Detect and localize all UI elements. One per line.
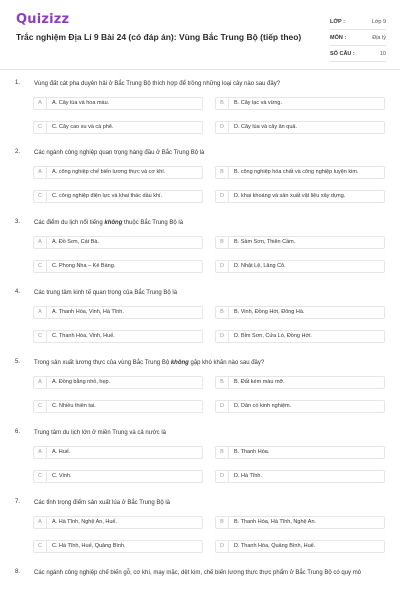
option-a[interactable]	[33, 166, 203, 179]
option-b[interactable]	[215, 516, 385, 529]
option-c[interactable]	[33, 260, 203, 273]
option-letter: A	[34, 98, 47, 109]
option-letter: C	[34, 122, 47, 133]
option-letter: C	[34, 261, 47, 272]
question-text: Trung tâm du lịch lớn ở miền Trung và cả nước là	[34, 430, 166, 436]
question-number: 2.	[15, 149, 21, 155]
option-text: A. Thanh Hóa, Vinh, Hà Tĩnh.	[52, 309, 124, 315]
option-a[interactable]	[33, 446, 203, 459]
option-letter: B	[216, 377, 229, 388]
option-text: B. Thanh Hóa, Hà Tĩnh, Nghệ An.	[234, 519, 317, 525]
option-d[interactable]	[215, 330, 385, 343]
option-d[interactable]	[215, 400, 385, 413]
option-text: C. Hà Tĩnh, Huế, Quảng Bình.	[52, 543, 126, 549]
question-text: Trong sản xuất lương thực của vùng Bắc Trung Bộ không gặp khó khăn nào sau đây?	[34, 360, 265, 366]
option-letter: B	[216, 307, 229, 318]
meta-value: 10	[379, 50, 386, 57]
option-a[interactable]	[33, 97, 203, 110]
option-letter: A	[34, 307, 47, 318]
option-text: B. công nghiệp hóa chất và công nghiệp luyện kim.	[234, 169, 359, 175]
option-letter: D	[216, 541, 229, 552]
meta-value: Địa lý	[372, 34, 386, 41]
question-text: Các điểm du lịch nổi tiếng không thuộc Bắc Trung Bộ là	[34, 220, 184, 226]
option-text: B. Thanh Hóa.	[234, 449, 270, 455]
option-letter: D	[216, 471, 229, 482]
option-letter: A	[34, 377, 47, 388]
meta-key: LỚP :	[330, 18, 345, 25]
question-number: 3.	[15, 219, 21, 225]
question-text: Các tỉnh trọng điểm sản xuất lúa ở Bắc Trung Bộ là	[34, 500, 171, 506]
option-letter: D	[216, 191, 229, 202]
option-c[interactable]	[33, 330, 203, 343]
option-b[interactable]	[215, 376, 385, 389]
meta-row-count	[330, 46, 386, 62]
option-text: D. Thanh Hóa, Quảng Bình, Huế.	[234, 543, 316, 549]
option-letter: D	[216, 122, 229, 133]
option-d[interactable]	[215, 470, 385, 483]
meta-table	[330, 14, 386, 62]
option-text: A. công nghiệp chế biến lương thực và cơ khí.	[52, 169, 166, 175]
question-number: 5.	[15, 359, 21, 365]
option-c[interactable]	[33, 121, 203, 134]
option-letter: A	[34, 447, 47, 458]
question-number: 4.	[15, 289, 21, 295]
option-letter: B	[216, 98, 229, 109]
option-b[interactable]	[215, 446, 385, 459]
option-letter: D	[216, 331, 229, 342]
question-number: 1.	[15, 80, 21, 86]
option-text: C. Nhiều thiên tai.	[52, 403, 96, 409]
option-letter: A	[34, 237, 47, 248]
option-a[interactable]	[33, 376, 203, 389]
option-text: A. Hà Tĩnh, Nghệ An, Huế.	[52, 519, 118, 525]
option-d[interactable]	[215, 260, 385, 273]
option-text: A. Huế.	[52, 449, 71, 455]
option-c[interactable]	[33, 190, 203, 203]
option-text: D. Dân có kinh nghiệm.	[234, 403, 292, 409]
meta-row-subject	[330, 30, 386, 46]
option-c[interactable]	[33, 470, 203, 483]
option-b[interactable]	[215, 166, 385, 179]
option-letter: B	[216, 517, 229, 528]
option-d[interactable]	[215, 540, 385, 553]
option-letter: C	[34, 471, 47, 482]
option-text: A. Đồ Sơn, Cát Bà.	[52, 239, 100, 245]
option-letter: B	[216, 167, 229, 178]
option-letter: B	[216, 447, 229, 458]
option-letter: D	[216, 261, 229, 272]
option-a[interactable]	[33, 516, 203, 529]
option-a[interactable]	[33, 236, 203, 249]
option-letter: C	[34, 331, 47, 342]
option-letter: A	[34, 167, 47, 178]
option-text: C. Thanh Hóa, Vinh, Huế.	[52, 333, 115, 339]
question-text: Các trung tâm kinh tế quan trọng của Bắc Trung Bộ là	[34, 290, 178, 296]
option-c[interactable]	[33, 540, 203, 553]
option-b[interactable]	[215, 306, 385, 319]
option-letter: C	[34, 401, 47, 412]
option-c[interactable]	[33, 400, 203, 413]
meta-row-class	[330, 14, 386, 30]
option-text: D. Bỉm Sơn, Cửa Lò, Đồng Hới.	[234, 333, 312, 339]
option-d[interactable]	[215, 121, 385, 134]
meta-key: MÔN :	[330, 34, 347, 41]
option-text: D. khai khoáng và sản xuất vật liệu xây dựng.	[234, 193, 346, 199]
option-letter: B	[216, 237, 229, 248]
option-text: C. Vinh.	[52, 473, 72, 479]
option-letter: C	[34, 541, 47, 552]
option-b[interactable]	[215, 236, 385, 249]
page-header	[0, 0, 400, 70]
option-text: A. Đồng bằng nhỏ, hẹp.	[52, 379, 111, 385]
option-text: D. Hà Tĩnh.	[234, 473, 263, 479]
question-text: Vùng đất cát pha duyên hải ở Bắc Trung Bộ thích hợp để trồng những loại cây nào sau đây?	[34, 81, 281, 87]
option-text: D. Cây lúa và cây ăn quả.	[234, 124, 297, 130]
option-text: C. Phong Nha – Kẻ Bàng.	[52, 263, 116, 269]
option-text: B. Sầm Sơn, Thiên Cầm.	[234, 239, 296, 245]
option-letter: A	[34, 517, 47, 528]
question-number: 8.	[15, 569, 21, 575]
meta-key: SỐ CÂU :	[330, 50, 355, 57]
question-number: 7.	[15, 499, 21, 505]
option-text: B. Đất kém màu mỡ.	[234, 379, 285, 385]
option-letter: C	[34, 191, 47, 202]
option-text: B. Cây lạc và vừng.	[234, 100, 283, 106]
option-text: D. Nhật Lệ, Lăng Cô.	[234, 263, 286, 269]
option-text: C. Cây cao su và cà phê.	[52, 124, 114, 130]
option-b[interactable]	[215, 97, 385, 110]
meta-value: Lớp 9	[371, 18, 386, 25]
question-text: Các ngành công nghiệp chế biến gỗ, cơ khí, may mặc, dệt kim, chế biến lương thực thực phẩm ở Bắc Trung Bộ có quy mô	[34, 570, 362, 576]
option-d[interactable]	[215, 190, 385, 203]
option-text: A. Cây lúa và hoa màu.	[52, 100, 110, 106]
question-number: 6.	[15, 429, 21, 435]
option-letter: D	[216, 401, 229, 412]
quizizz-logo: Quizizz	[16, 12, 70, 27]
option-text: C. công nghiệp điện lực và khai thác dầu khí.	[52, 193, 163, 199]
page-title: Trắc nghiệm Địa Lí 9 Bài 24 (có đáp án): Vùng Bắc Trung Bộ (tiếp theo)	[16, 32, 302, 42]
option-a[interactable]	[33, 306, 203, 319]
question-text: Các ngành công nghiệp quan trọng hàng đầu ở Bắc Trung Bộ là	[34, 150, 205, 156]
option-text: B. Vinh, Đồng Hới, Đông Hà.	[234, 309, 305, 315]
